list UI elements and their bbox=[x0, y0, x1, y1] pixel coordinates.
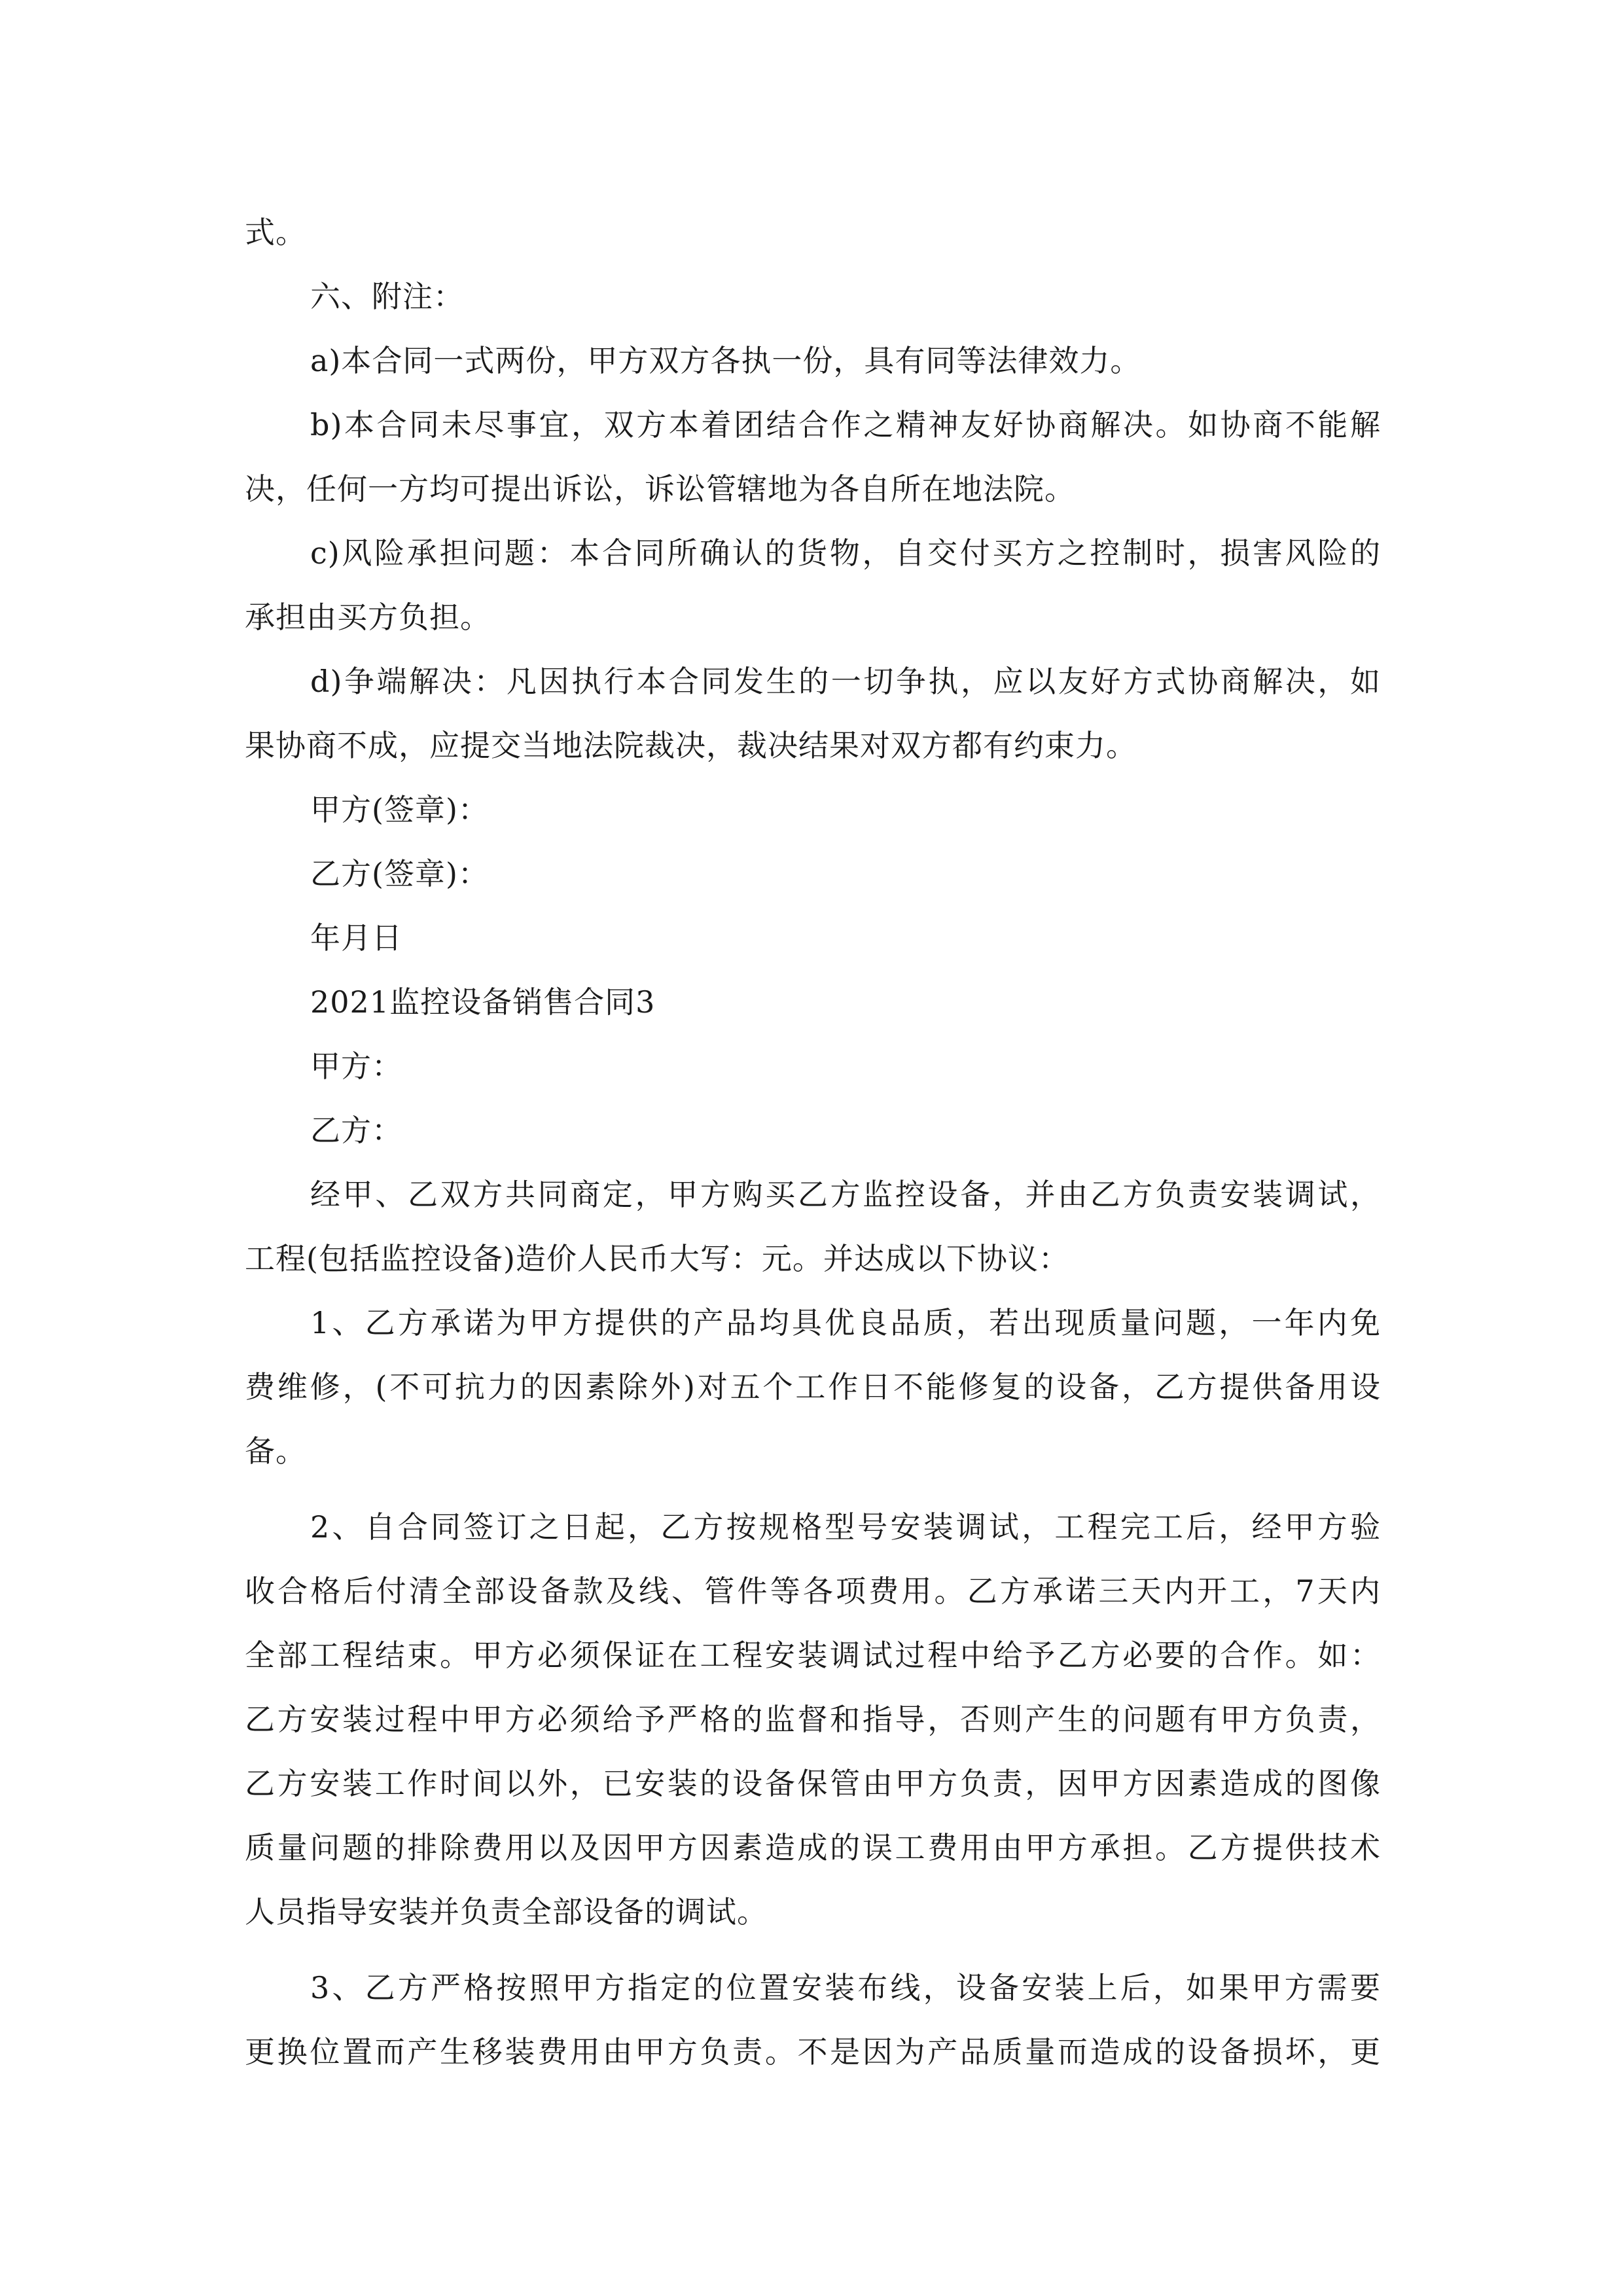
text-line: 果协商不成，应提交当地法院裁决，裁决结果对双方都有约束力。 bbox=[245, 728, 1137, 763]
date-line: 年月日 bbox=[310, 920, 402, 956]
text-line: 承担由买方负担。 bbox=[245, 600, 491, 635]
paragraph-gap bbox=[245, 1483, 1381, 1495]
text-line: 备。 bbox=[245, 1433, 306, 1469]
text-line: 1、乙方承诺为甲方提供的产品均具优良品质，若出现质量问题，一年内免 bbox=[310, 1305, 1381, 1340]
text-line: a)本合同一式两份，甲方双方各执一份，具有同等法律效力。 bbox=[310, 343, 1141, 378]
section-heading: 六、附注： bbox=[310, 279, 464, 314]
text-line: 经甲、乙双方共同商定，甲方购买乙方监控设备，并由乙方负责安装调试， bbox=[310, 1177, 1381, 1212]
document-body bbox=[245, 200, 1381, 2084]
signature-party-b: 乙方(签章)： bbox=[310, 856, 489, 891]
text-line: 全部工程结束。甲方必须保证在工程安装调试过程中给予乙方必要的合作。如： bbox=[245, 1638, 1381, 1673]
text-line: 决，任何一方均可提出诉讼，诉讼管辖地为各自所在地法院。 bbox=[245, 471, 1075, 507]
signature-party-a: 甲方(签章)： bbox=[310, 792, 489, 827]
text-line: 3、乙方严格按照甲方指定的位置安装布线，设备安装上后，如果甲方需要 bbox=[310, 1970, 1381, 2005]
text-line: c)风险承担问题：本合同所确认的货物，自交付买方之控制时，损害风险的 bbox=[310, 535, 1381, 571]
text-line: 更换位置而产生移装费用由甲方负责。不是因为产品质量而造成的设备损坏，更 bbox=[245, 2034, 1381, 2070]
text-line: 人员指导安装并负责全部设备的调试。 bbox=[245, 1894, 768, 1929]
text-line: d)争端解决：凡因执行本合同发生的一切争执，应以友好方式协商解决，如 bbox=[310, 664, 1381, 699]
text-line: 式。 bbox=[245, 215, 306, 250]
contract-title: 2021监控设备销售合同3 bbox=[310, 984, 656, 1020]
text-line: 质量问题的排除费用以及因甲方因素造成的误工费用由甲方承担。乙方提供技术 bbox=[245, 1830, 1381, 1865]
text-line: 工程(包括监控设备)造价人民币大写：元。并达成以下协议： bbox=[245, 1241, 1069, 1276]
text-line: 2、自合同签订之日起，乙方按规格型号安装调试，工程完工后，经甲方验 bbox=[310, 1509, 1381, 1545]
text-line: b)本合同未尽事宜，双方本着团结合作之精神友好协商解决。如协商不能解 bbox=[310, 407, 1381, 442]
party-a-line: 甲方： bbox=[310, 1049, 402, 1084]
party-b-line: 乙方： bbox=[310, 1113, 402, 1148]
text-line: 乙方安装工作时间以外，已安装的设备保管由甲方负责，因甲方因素造成的图像 bbox=[245, 1766, 1381, 1801]
text-line: 乙方安装过程中甲方必须给予严格的监督和指导，否则产生的问题有甲方负责， bbox=[245, 1702, 1381, 1737]
text-line: 收合格后付清全部设备款及线、管件等各项费用。乙方承诺三天内开工，7天内 bbox=[245, 1573, 1381, 1609]
paragraph-gap bbox=[245, 1944, 1381, 1956]
text-line: 费维修，(不可抗力的因素除外)对五个工作日不能修复的设备，乙方提供备用设 bbox=[245, 1369, 1381, 1405]
